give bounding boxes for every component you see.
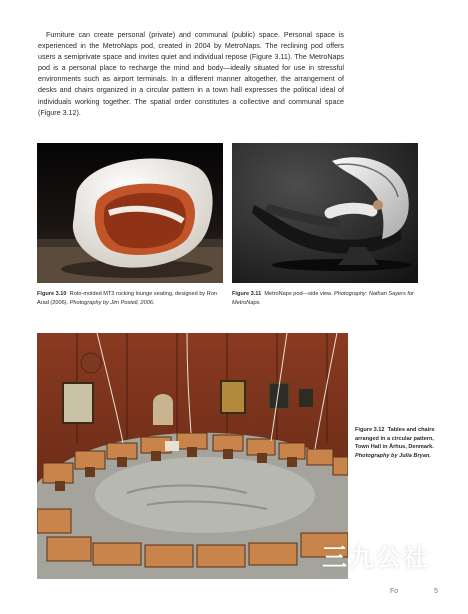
caption-text: Tables and chairs arranged in a circular pattern, Town Hall in Århus, Denmark.: [355, 427, 435, 451]
metronaps-pod-photo: [232, 143, 418, 283]
caption-text: Roto-molded MT3 rocking lounge seating, designed by Ron Arad (2006).: [37, 291, 218, 306]
figure-3-11-caption: [232, 290, 422, 307]
figure-number: Figure 3.10: [37, 291, 67, 297]
photo-credit: Photography: Nathan Sayers for MetroNaps.: [232, 291, 414, 306]
figure-3-10-image: [37, 143, 223, 283]
page-number: 5: [434, 588, 438, 595]
photo-credit: Photography by Jim Postell, 2006.: [69, 299, 155, 306]
caption-text: MetroNaps pod—side view.: [264, 291, 333, 297]
body-paragraph: Furniture can create personal (private) and communal (public) space. Personal space is experienced in the MetroNaps pod, created in 2004 by MetroNaps. The reclining pod offers users a semiprivate space and invites quiet and individual repose (Figure 3.11). The MetroNaps pod is a personal place to recharge the mind and body—ideally situated for use in stressful environments such as airport terminals. In a different manner altogether, the arrangement of desks and chairs organized in a circular pattern in a town hall expresses the political ideal of individuals working together. The spatial order constitutes a collective and communal space (Figure 3.12).: [38, 31, 344, 117]
photo-credit: Photography by Julia Bryan.: [355, 452, 431, 459]
footer-left: Fo: [390, 588, 399, 595]
council-chamber-photo: [37, 333, 348, 579]
figure-3-12-image: [37, 333, 348, 579]
watermark-logo: 三九公社: [322, 543, 431, 572]
figure-number: Figure 3.11: [232, 291, 262, 297]
figure-3-12-caption: [355, 426, 435, 460]
figure-number: Figure 3.12: [355, 427, 385, 433]
rocking-chair-photo: [37, 143, 223, 283]
figure-3-10-caption: [37, 290, 227, 307]
figure-3-11-image: [232, 143, 418, 283]
